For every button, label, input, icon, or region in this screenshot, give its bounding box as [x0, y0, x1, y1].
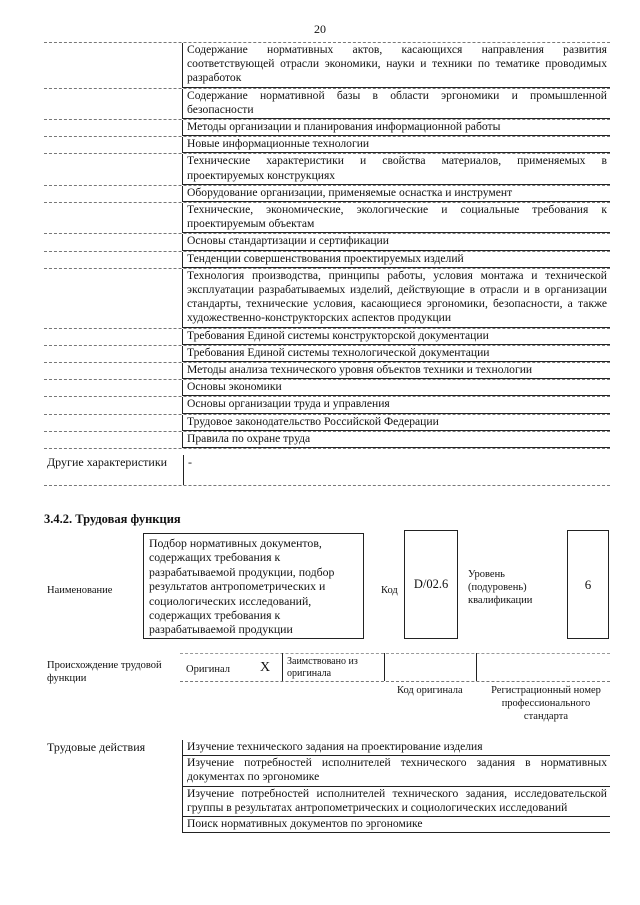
row-label-cell [44, 817, 183, 833]
actions-table [44, 740, 610, 833]
section-title: 3.4.2. Трудовая функция [44, 512, 181, 526]
code-original-caption: Код оригинала [397, 685, 463, 696]
knowledge-item: Содержание нормативных актов, касающихся направления развития соответствующей отрасли экономики, науки и техники по тематике проводимых разработок [183, 43, 610, 88]
action-item: Изучение технического задания на проектирование изделия [183, 740, 610, 756]
borrowed-label: Заимствовано из оригинала [287, 656, 358, 679]
knowledge-row [44, 154, 610, 185]
knowledge-row [44, 432, 610, 449]
knowledge-row [44, 186, 610, 203]
knowledge-item: Тенденции совершенствования проектируемых изделий [183, 252, 610, 268]
action-item: Поиск нормативных документов по эргономике [183, 817, 610, 833]
knowledge-row [44, 89, 610, 120]
row-label-cell [44, 397, 183, 413]
row-label-cell [44, 203, 183, 233]
knowledge-row [44, 120, 610, 137]
knowledge-row [44, 380, 610, 397]
knowledge-row [44, 415, 610, 432]
row-label-cell [44, 756, 183, 786]
knowledge-table [44, 42, 610, 449]
action-row [44, 787, 610, 817]
row-label-cell [44, 137, 183, 153]
row-label-cell [44, 186, 183, 202]
row-label-cell [44, 346, 183, 362]
knowledge-item: Технические, экономические, экологические и социальные требования к проектируемым объектам [183, 203, 610, 233]
knowledge-item: Правила по охране труда [183, 432, 610, 448]
actions-label: Трудовые действия [44, 740, 183, 756]
row-label-cell [44, 787, 183, 817]
knowledge-item: Требования Единой системы конструкторской документации [183, 329, 610, 345]
action-item: Изучение потребностей исполнителей технического задания в нормативных документах по эргономике [183, 756, 610, 786]
divider [384, 653, 385, 681]
row-label-cell [44, 432, 183, 448]
action-row [44, 756, 610, 786]
level-label: Уровень (подуровень) квалификации [468, 569, 533, 606]
knowledge-row [44, 363, 610, 380]
row-label-cell [44, 234, 183, 250]
divider [282, 653, 283, 681]
divider [183, 455, 184, 485]
row-label-cell [44, 329, 183, 345]
row-label-cell [44, 154, 183, 184]
original-label: Оригинал [186, 664, 230, 675]
knowledge-item: Технические характеристики и свойства материалов, применяемых в проектируемых конструкциях [183, 154, 610, 184]
level-value: 6 [584, 576, 592, 592]
divider [476, 653, 477, 681]
knowledge-item: Трудовое законодательство Российской Федерации [183, 415, 610, 431]
knowledge-item: Оборудование организации, применяемые оснастка и инструмент [183, 186, 610, 202]
function-name: Подбор нормативных документов, содержащих требования к разрабатываемой продукции, подбор результатов антропометрических и социологических исследований, содержащих требования к разрабатываемой продукции [149, 536, 335, 637]
page-number: 20 [314, 22, 326, 36]
name-label: Наименование [47, 585, 113, 596]
knowledge-item: Требования Единой системы технологической документации [183, 346, 610, 362]
knowledge-item: Основы стандартизации и сертификации [183, 234, 610, 250]
action-item: Изучение потребностей исполнителей технического задания, исследовательской группы в результатах антропометрических и социологических исследований [183, 787, 610, 817]
function-name-box [143, 533, 364, 639]
code-label: Код [381, 585, 398, 596]
row-label-cell [44, 269, 183, 328]
row-label-cell [44, 415, 183, 431]
row-label-cell [44, 252, 183, 268]
knowledge-item: Содержание нормативной базы в области эргономики и промышленной безопасности [183, 89, 610, 119]
row-label-cell [44, 89, 183, 119]
origin-table [180, 653, 610, 682]
action-row [44, 740, 610, 756]
code-box [404, 530, 458, 639]
row-label-cell [44, 120, 183, 136]
knowledge-row [44, 346, 610, 363]
action-row [44, 817, 610, 833]
knowledge-item: Технология производства, принципы работы, условия монтажа и технической эксплуатации разрабатываемых изделий, действующие в отрасли и в организации стандарты, технические условия, касающиеся эргономики, безопасности, а также художественно-конструкторских аспектов продукции [183, 269, 610, 328]
knowledge-item: Методы организации и планирования информационной работы [183, 120, 610, 136]
knowledge-item: Основы организации труда и управления [183, 397, 610, 413]
knowledge-row [44, 137, 610, 154]
knowledge-row [44, 203, 610, 234]
row-label-cell [44, 43, 183, 88]
level-box [567, 530, 609, 639]
reg-number-caption: Регистрационный номер профессионального стандарта [491, 685, 601, 722]
knowledge-row [44, 397, 610, 414]
original-mark: X [260, 660, 271, 675]
origin-label: Происхождение трудовой функции [47, 660, 162, 684]
knowledge-item: Основы экономики [183, 380, 610, 396]
knowledge-row [44, 252, 610, 269]
knowledge-item: Новые информационные технологии [183, 137, 610, 153]
row-label-cell [44, 363, 183, 379]
origin-top-line [180, 653, 610, 654]
knowledge-row [44, 234, 610, 251]
knowledge-item: Методы анализа технического уровня объектов техники и технологии [183, 363, 610, 379]
other-characteristics-value: - [188, 455, 192, 469]
knowledge-row [44, 329, 610, 346]
knowledge-row [44, 43, 610, 89]
other-characteristics-row [44, 455, 610, 486]
code-value: D/02.6 [413, 577, 449, 591]
row-label-cell [44, 380, 183, 396]
knowledge-row [44, 269, 610, 329]
other-characteristics-label: Другие характеристики [47, 455, 168, 469]
